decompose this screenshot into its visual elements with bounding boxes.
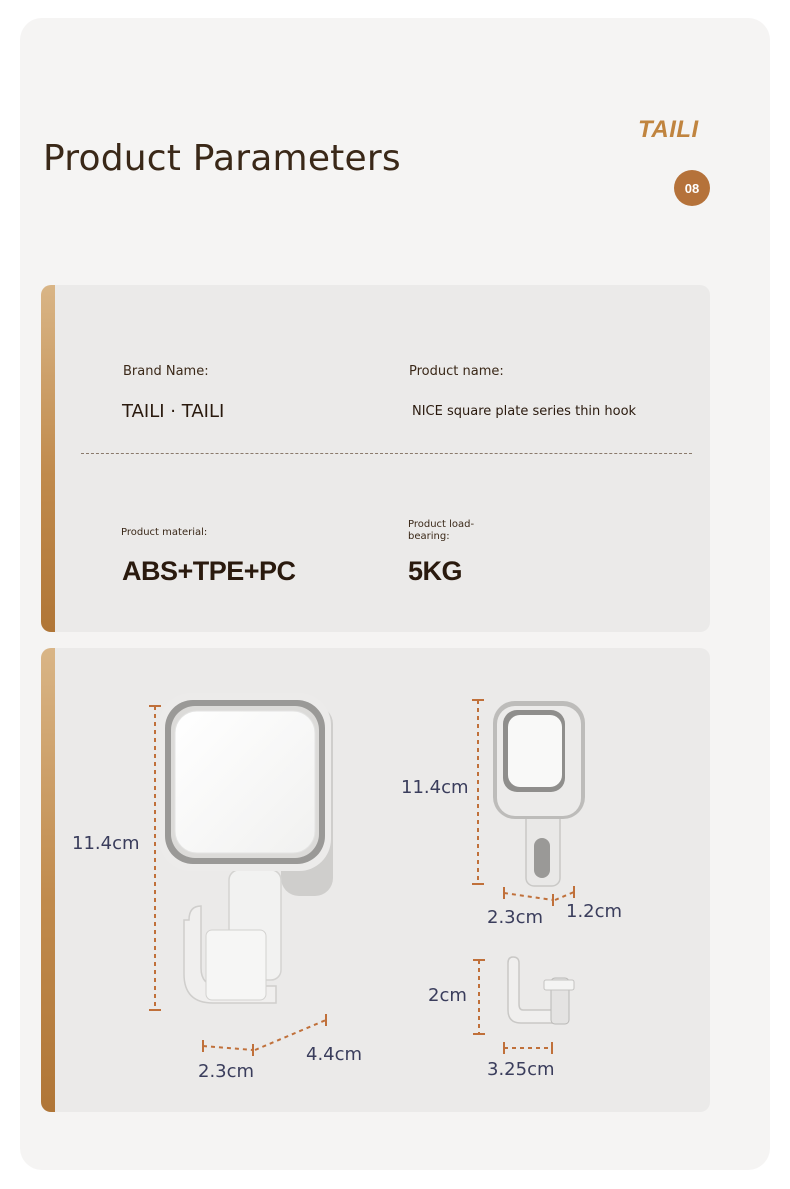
page-number-badge: 08 [674,170,710,206]
small-hook-depth-label: 1.2cm [566,901,623,922]
small-hook-width-label: 2.3cm [487,907,544,928]
large-hook-height-label: 11.4cm [72,833,140,854]
hook-detail-height-label: 2cm [428,985,467,1006]
product-material-label: Product material: [121,527,208,538]
hook-detail-width-label: 3.25cm [487,1059,555,1080]
dimension-drawings [41,648,710,1112]
product-load-label: Product load-bearing: [408,519,475,542]
large-hook-depth-label: 4.4cm [306,1044,363,1065]
large-hook-width-label: 2.3cm [198,1061,255,1082]
dashed-divider [81,453,692,454]
brand-logo: TAILI [638,116,699,143]
dimensions-card [41,648,710,1112]
brand-name-value: TAILI · TAILI [122,401,225,422]
page-title: Product Parameters [43,138,401,179]
card-accent-stripe [41,285,55,632]
product-material-value: ABS+TPE+PC [122,556,296,586]
product-name-label: Product name: [409,364,504,379]
parameters-card [41,285,710,632]
small-hook-illustration [493,701,585,886]
product-name-value: NICE square plate series thin hook [412,404,637,419]
small-hook-height-label: 11.4cm [401,777,469,798]
hook-detail-illustration [508,957,574,1024]
product-load-value: 5KG [408,556,463,586]
large-hook-illustration [159,693,333,1003]
brand-name-label: Brand Name: [123,364,209,379]
